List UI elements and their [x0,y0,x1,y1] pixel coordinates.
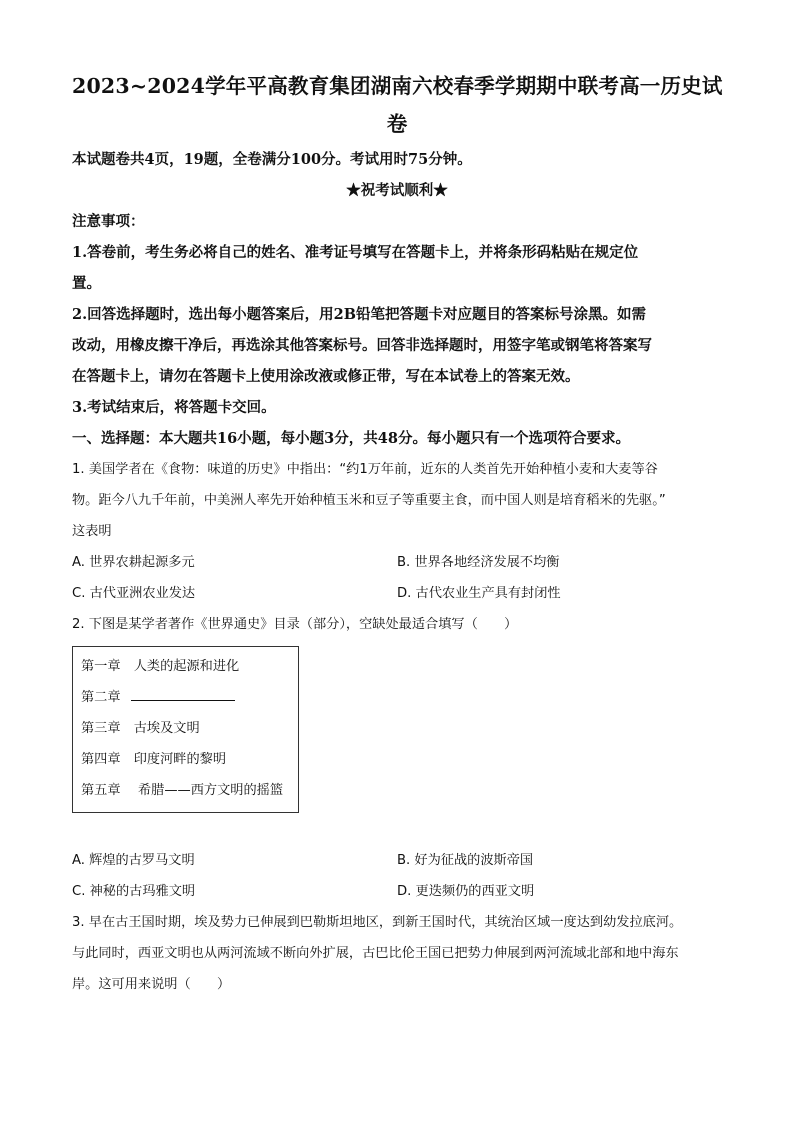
exam-title-continued: 卷 [386,112,408,136]
option-d: D. 古代农业生产具有封闭性 [397,586,561,601]
table-of-contents-box [72,646,299,813]
option-a: A. 辉煌的古罗马文明 [72,853,195,868]
question-1-text: 这表明 [72,524,112,539]
notes-item: 3.考试结束后，将答题卡交回。 [72,399,276,416]
question-1 [72,454,722,609]
toc-item-label: 第二章 [81,690,121,705]
toc-item-blank [81,682,290,713]
notes-item: 在答题卡上，请勿在答题卡上使用涂改液或修正带，写在本试卷上的答案无效。 [72,368,580,385]
option-d: D. 更迭频仍的西亚文明 [397,884,535,899]
question-3-text: 与此同时，西亚文明也从两河流域不断向外扩展，古巴比伦王国已把势力伸展到两河流域北部和地中海东 [72,946,679,961]
question-3-text: 岸。这可用来说明（ ） [72,977,231,992]
toc-item: 第四章 印度河畔的黎明 [81,752,227,767]
exam-intro: 本试题卷共4页，19题，全卷满分100分。考试用时75分钟。 [72,151,472,168]
exam-page [72,62,722,1000]
option-c: C. 神秘的古玛雅文明 [72,884,196,899]
question-3-text: 3. 早在古王国时期，埃及势力已伸展到巴勒斯坦地区，到新王国时代，其统治区域一度达到幼发拉底河。 [72,915,683,930]
toc-item: 第一章 人类的起源和进化 [81,659,240,674]
exam-title: 2023~2024学年平高教育集团湖南六校春季学期期中联考高一历史试 [72,74,723,98]
question-1-text: 1. 美国学者在《食物：味道的历史》中指出：“约1万年前，近东的人类首先开始种植小麦和大麦等谷 [72,462,658,477]
blank-line [131,686,235,701]
option-b: B. 好为征战的波斯帝国 [397,853,534,868]
exam-wish: ★祝考试顺利★ [346,182,448,199]
question-3 [72,907,722,1000]
option-a: A. 世界农耕起源多元 [72,555,195,570]
notes-heading: 注意事项： [72,213,145,230]
toc-item: 第三章 古埃及文明 [81,721,200,736]
toc-item: 第五章 希腊——西方文明的摇篮 [81,783,284,798]
question-2-text: 2. 下图是某学者著作《世界通史》目录（部分），空缺处最适合填写（ ） [72,617,518,632]
notes-item: 改动，用橡皮擦干净后，再选涂其他答案标号。回答非选择题时，用签字笔或钢笔将答案写 [72,337,652,354]
question-2 [72,609,722,907]
notes-item: 置。 [72,275,101,292]
option-b: B. 世界各地经济发展不均衡 [397,555,560,570]
question-2-options [72,845,722,907]
section-heading: 一、选择题：本大题共16小题，每小题3分，共48分。每小题只有一个选项符合要求。 [72,430,630,447]
option-c: C. 古代亚洲农业发达 [72,586,196,601]
notes-item: 2.回答选择题时，选出每小题答案后，用2B铅笔把答题卡对应题目的答案标号涂黑。如需 [72,306,646,323]
question-1-text: 物。距今八九千年前，中美洲人率先开始种植玉米和豆子等重要主食，而中国人则是培育稻米的先驱。” [72,493,666,508]
notes-item: 1.答卷前，考生务必将自己的姓名、准考证号填写在答题卡上，并将条形码粘贴在规定位 [72,244,639,261]
question-1-options [72,547,722,609]
